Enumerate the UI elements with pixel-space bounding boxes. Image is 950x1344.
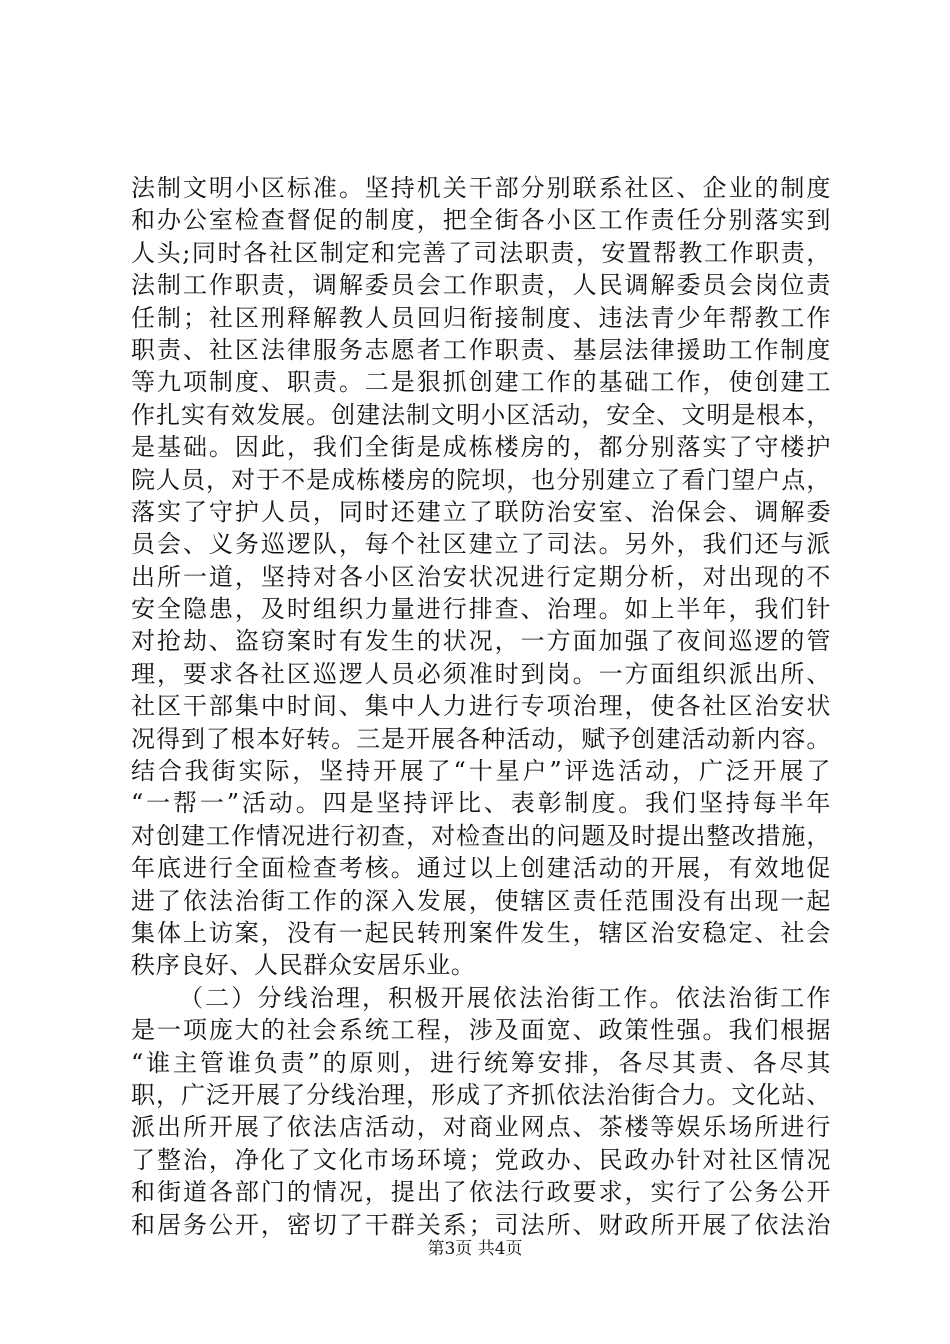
text-line: 集体上访案，没有一起民转刑案件发生，辖区治安稳定、社会 [131, 918, 831, 947]
text-line: 院人员，对于不是成栋楼房的院坝，也分别建立了看门望户点， [131, 465, 831, 494]
text-line: 对抢劫、盗窃案时有发生的状况，一方面加强了夜间巡逻的管 [131, 627, 831, 656]
text-line: 员会、义务巡逻队，每个社区建立了司法。另外，我们还与派 [131, 530, 831, 559]
text-line: 了整治，净化了文化市场环境；党政办、民政办针对社区情况 [131, 1145, 831, 1174]
text-line: 秩序良好、人民群众安居乐业。 [131, 951, 476, 980]
text-line: 结合我街实际，坚持开展了“十星户”评选活动，广泛开展了 [131, 757, 831, 786]
body-text [131, 172, 831, 1241]
text-line: 对创建工作情况进行初查，对检查出的问题及时提出整改措施， [131, 821, 831, 850]
text-line: 况得到了根本好转。三是开展各种活动，赋予创建活动新内容。 [131, 724, 831, 753]
text-line: “一帮一”活动。四是坚持评比、表彰制度。我们坚持每半年 [131, 789, 831, 818]
text-line: 等九项制度、职责。二是狠抓创建工作的基础工作，使创建工 [131, 368, 831, 397]
text-line: 法制文明小区标准。坚持机关干部分别联系社区、企业的制度 [131, 174, 831, 202]
text-line: 职，广泛开展了分线治理，形成了齐抓依法治街合力。文化站、 [131, 1080, 831, 1109]
paragraph-start-line: （二）分线治理，积极开展依法治街工作。依法治街工作 [179, 983, 831, 1012]
text-line: 法制工作职责，调解委员会工作职责，人民调解委员会岗位责 [131, 271, 831, 300]
text-line: 是一项庞大的社会系统工程，涉及面宽、政策性强。我们根据 [131, 1016, 831, 1045]
text-line: 和街道各部门的情况，提出了依法行政要求，实行了公务公开 [131, 1178, 831, 1207]
text-line: 进了依法治街工作的深入发展，使辖区责任范围没有出现一起 [131, 886, 831, 915]
text-line: 职责、社区法律服务志愿者工作职责、基层法律援助工作制度 [131, 335, 831, 364]
text-line: 和办公室检查督促的制度，把全街各小区工作责任分别落实到 [131, 206, 831, 235]
text-line: 派出所开展了依法店活动，对商业网点、茶楼等娱乐场所进行 [131, 1113, 831, 1142]
text-line: 和居务公开，密切了干群关系；司法所、财政所开展了依法治 [131, 1210, 831, 1239]
text-line: “谁主管谁负责”的原则，进行统筹安排，各尽其责、各尽其 [131, 1048, 831, 1077]
text-line: 出所一道，坚持对各小区治安状况进行定期分析，对出现的不 [131, 562, 831, 591]
text-line: 落实了守护人员，同时还建立了联防治安室、治保会、调解委 [131, 497, 831, 526]
text-line: 人头;同时各社区制定和完善了司法职责，安置帮教工作职责， [131, 238, 831, 267]
text-line: 作扎实有效发展。创建法制文明小区活动，安全、文明是根本， [131, 400, 831, 429]
text-line: 社区干部集中时间、集中人力进行专项治理，使各社区治安状 [131, 692, 831, 721]
page-number-footer: 第3页 共4页 [427, 1239, 523, 1259]
text-line: 是基础。因此，我们全街是成栋楼房的，都分别落实了守楼护 [131, 433, 831, 462]
text-line: 安全隐患，及时组织力量进行排查、治理。如上半年，我们针 [131, 595, 831, 624]
text-line: 年底进行全面检查考核。通过以上创建活动的开展，有效地促 [131, 854, 831, 883]
text-line: 理，要求各社区巡逻人员必须准时到岗。一方面组织派出所、 [131, 659, 831, 688]
text-line: 任制；社区刑释解教人员回归衔接制度、违法青少年帮教工作 [131, 303, 831, 332]
